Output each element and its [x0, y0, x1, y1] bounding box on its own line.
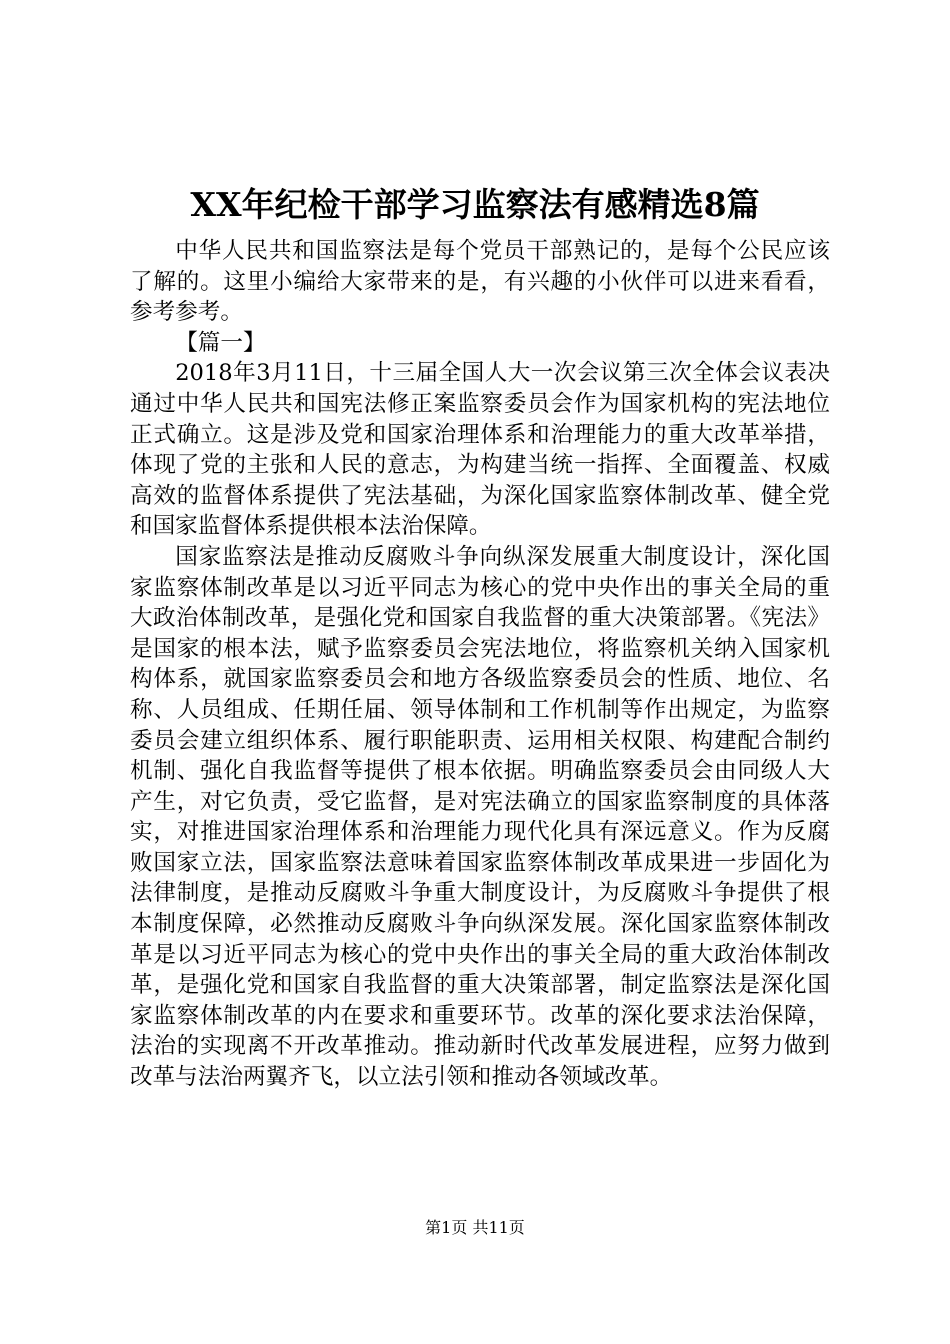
- body-paragraph-2: 国家监察法是推动反腐败斗争向纵深发展重大制度设计，深化国家监察体制改革是以习近平同志为核心的党中央作出的事关全局的重大政治体制改革，是强化党和国家自我监督的重大决策部署。《宪法》是国家的根本法，赋予监察委员会宪法地位，将监察机关纳入国家机构体系，就国家监察委员会和地方各级监察委员会的性质、地位、名称、人员组成、任期任届、领导体制和工作机制等作出规定，为监察委员会建立组织体系、履行职能职责、运用相关权限、构建配合制约机制、强化自我监督等提供了根本依据。明确监察委员会由同级人大产生，对它负责，受它监督，是对宪法确立的国家监察制度的具体落实，对推进国家治理体系和治理能力现代化具有深远意义。作为反腐败国家立法，国家监察法意味着国家监察体制改革成果进一步固化为法律制度，是推动反腐败斗争重大制度设计，为反腐败斗争提供了根本制度保障，必然推动反腐败斗争向纵深发展。深化国家监察体制改革是以习近平同志为核心的党中央作出的事关全局的重大政治体制改革，是强化党和国家自我监督的重大决策部署，制定监察法是深化国家监察体制改革的内在要求和重要环节。改革的深化要求法治保障，法治的实现离不开改革推动。推动新时代改革发展进程，应努力做到改革与法治两翼齐飞，以立法引领和推动各领域改革。: [130, 543, 830, 1091]
- intro-paragraph: 中华人民共和国监察法是每个党员干部熟记的，是每个公民应该了解的。这里小编给大家带来的是，有兴趣的小伙伴可以进来看看，参考参考。: [130, 238, 830, 326]
- body-paragraph-1: 2018年3月11日，十三届全国人大一次会议第三次全体会议表决通过中华人民共和国宪法修正案监察委员会作为国家机构的宪法地位正式确立。这是涉及党和国家治理体系和治理能力的重大改革举措，体现了党的主张和人民的意志，为构建当统一指挥、全面覆盖、权威高效的监督体系提供了宪法基础，为深化国家监察体制改革、健全党和国家监督体系提供根本法治保障。: [130, 360, 830, 540]
- section-heading: 【篇一】: [175, 329, 266, 356]
- document-body: [130, 236, 830, 1093]
- page-number-footer: 第1页 共11页: [425, 1218, 525, 1237]
- document-title: XX年纪检干部学习监察法有感精选8篇: [190, 185, 760, 224]
